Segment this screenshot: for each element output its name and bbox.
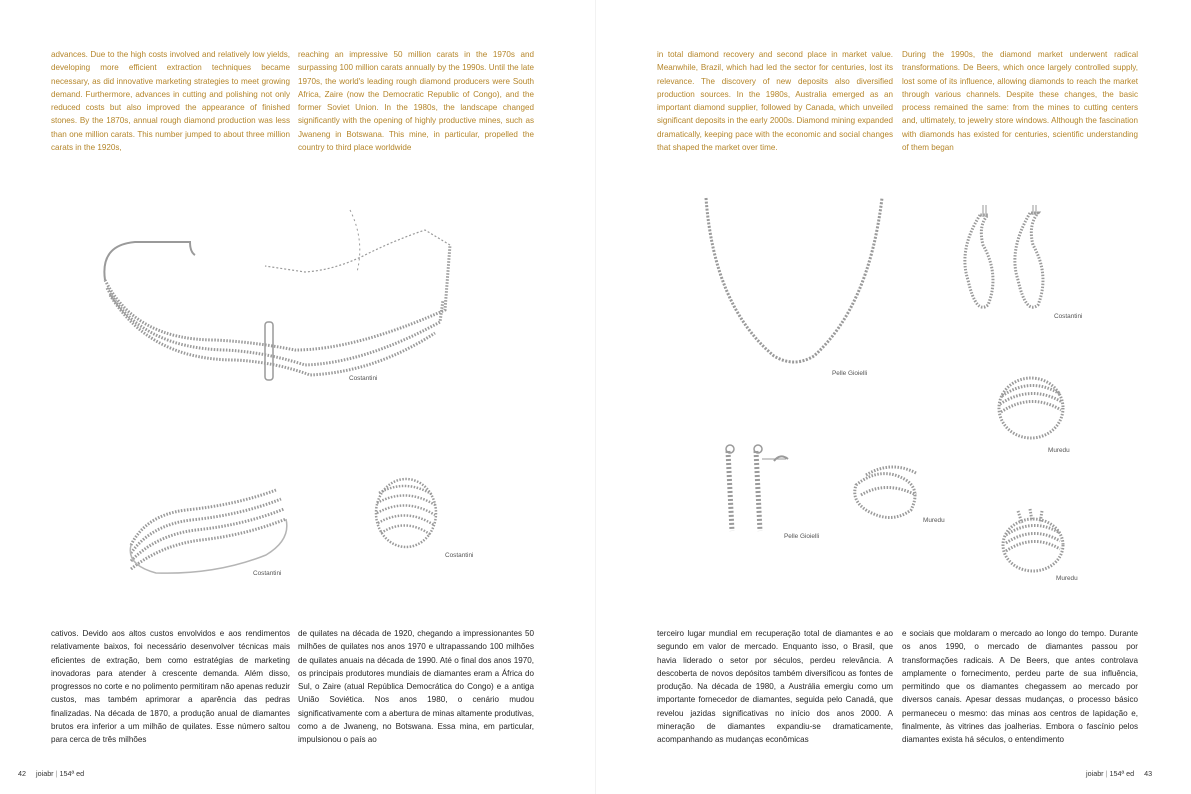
drop-earrings-image	[716, 443, 806, 533]
ring-top-image	[994, 368, 1069, 443]
ring-top-caption: Muredu	[1048, 447, 1070, 454]
page-number: 43	[1144, 769, 1153, 778]
english-text-column-2: During the 1990s, the diamond market underwent radical transformations. De Beers, which once largely controlled supply, lost some of its influence, allowing diamonds to reach the market through various channels. Despite these changes, the basic process remained the same: from the mines to cutting centers and, ultimately, to jewelry store windows. Although the fascination with diamonds has existed for centuries, scientific understanding of them began	[902, 50, 1138, 153]
english-text-column-1: advances. Due to the high costs involved and relatively low yields, developing more efficient extraction techniques became necessary, as did innovative marketing strategies to meet growing demand. Furthermore, advances in cutting and polishing not only reduced costs but also improved the appearance of finished stones. By the 1870s, annual rough diamond production was less than one million carats. This number jumped to about three million carats in the 1920s,	[51, 50, 290, 153]
drop-earrings-caption: Pelle Gioielli	[784, 533, 820, 540]
hoops-caption: Costantini	[1054, 313, 1083, 320]
edition-label: 154ª ed	[1109, 769, 1135, 778]
bangle-image	[126, 475, 296, 575]
portuguese-text-column-1: terceiro lugar mundial em recuperação total de diamantes e ao segundo em valor de mercado. Enquanto isso, o Brasil, que havia liderado o setor por séculos, perdeu relevância. A descoberta de novos depósitos também diversificou as fontes de produção. Na década de 1980, a Austrália emergiu como um importante fornecedor de diamantes, seguida pelo Canadá, que revelou jazidas significativas no início dos anos 2000. A mineração de diamantes expandiu-se dramaticamente, acompanhando as mudanças econômicas	[657, 629, 893, 745]
portuguese-text-column-2: de quilates na década de 1920, chegando a impressionantes 50 milhões de quilates nos anos 1970 e ultrapassando 100 milhões de quilates anuais na década de 1990. Até o final dos anos 1970, os principais produtores mundiais de diamantes eram a África do Sul, o Zaire (atual República Democrática do Congo) e a antiga União Soviética. Nos anos 1980, o cenário mudou significativamente com a abertura de minas altamente produtivas, como a de Jwaneng, no Botswana. Essa mina, em particular, impulsionou o país ao	[298, 629, 534, 745]
necklace-image	[704, 196, 884, 371]
right-folio: joiabr | 154ª ed 43	[1086, 769, 1153, 778]
hoop-earrings-image	[958, 205, 1053, 320]
ring-middle-caption: Muredu	[923, 517, 945, 524]
portuguese-text-column-2: e sociais que moldaram o mercado ao longo do tempo. Durante os anos 1990, o mercado de diamantes passou por transformações radicais. A De Beers, que antes controlava amplamente o fornecimento, perdeu parte de sua influência, permitindo que os diamantes chegassem ao mercado por diversos canais. Apesar dessas mudanças, o processo básico permaneceu o mesmo: das minas aos centros de lapidação e, finalmente, às vitrines das joalherias. Embora o fascínio pelos diamantes exista há séculos, o entendimento	[902, 629, 1138, 745]
right-page	[596, 0, 1191, 794]
bangle-caption: Costantini	[253, 570, 282, 577]
ring-middle-image	[851, 455, 926, 525]
choker-image	[95, 200, 455, 380]
page-number: 42	[18, 769, 26, 778]
english-text-column-2: reaching an impressive 50 million carats in the 1970s and surpassing 100 million carats annually by the 1990s. Until the late 1970s, the world's leading rough diamond producers were South Africa, Zaire (now the Democratic Republic of Congo), and the former Soviet Union. In the 1980s, the landscape changed significantly with the opening of highly productive mines, such as Jwaneng in Botswana. This mine, in particular, propelled the country to third place worldwide	[298, 50, 534, 153]
english-text-column-1: in total diamond recovery and second place in market value. Meanwhile, Brazil, which had led the sector for centuries, lost its relevance. The discovery of new deposits also diversified production sources. In the 1980s, Australia emerged as an important diamond supplier, followed by Canada, which unveiled significant deposits in the early 2000s. Diamond mining expanded dramatically, keeping pace with the economic and social changes that shaped the market over time.	[657, 50, 893, 153]
ring-image	[371, 473, 441, 553]
ring-caption: Costantini	[445, 552, 474, 559]
necklace-caption: Pelle Gioielli	[832, 370, 868, 377]
edition-label: 154ª ed	[59, 769, 85, 778]
ring-bottom-caption: Muredu	[1056, 575, 1078, 582]
choker-caption: Costantini	[349, 375, 378, 382]
magazine-name: joiabr	[1086, 769, 1104, 778]
magazine-name: joiabr	[36, 769, 54, 778]
ring-bottom-image	[998, 505, 1068, 575]
portuguese-text-column-1: cativos. Devido aos altos custos envolvidos e aos rendimentos relativamente baixos, foi necessário desenvolver técnicas mais eficientes de extração, bem como estratégias de marketing inovadoras para atender à crescente demanda. Além disso, progressos no corte e no polimento permitiram não apenas reduzir custos, mas também aprimorar a aparência das pedras finalizadas. Na década de 1870, a produção anual de diamantes brutos era inferior a um milhão de quilates. Esse número saltou para cerca de três milhões	[51, 629, 290, 745]
left-folio: 42 joiabr | 154ª ed	[18, 769, 85, 778]
left-page	[0, 0, 595, 794]
